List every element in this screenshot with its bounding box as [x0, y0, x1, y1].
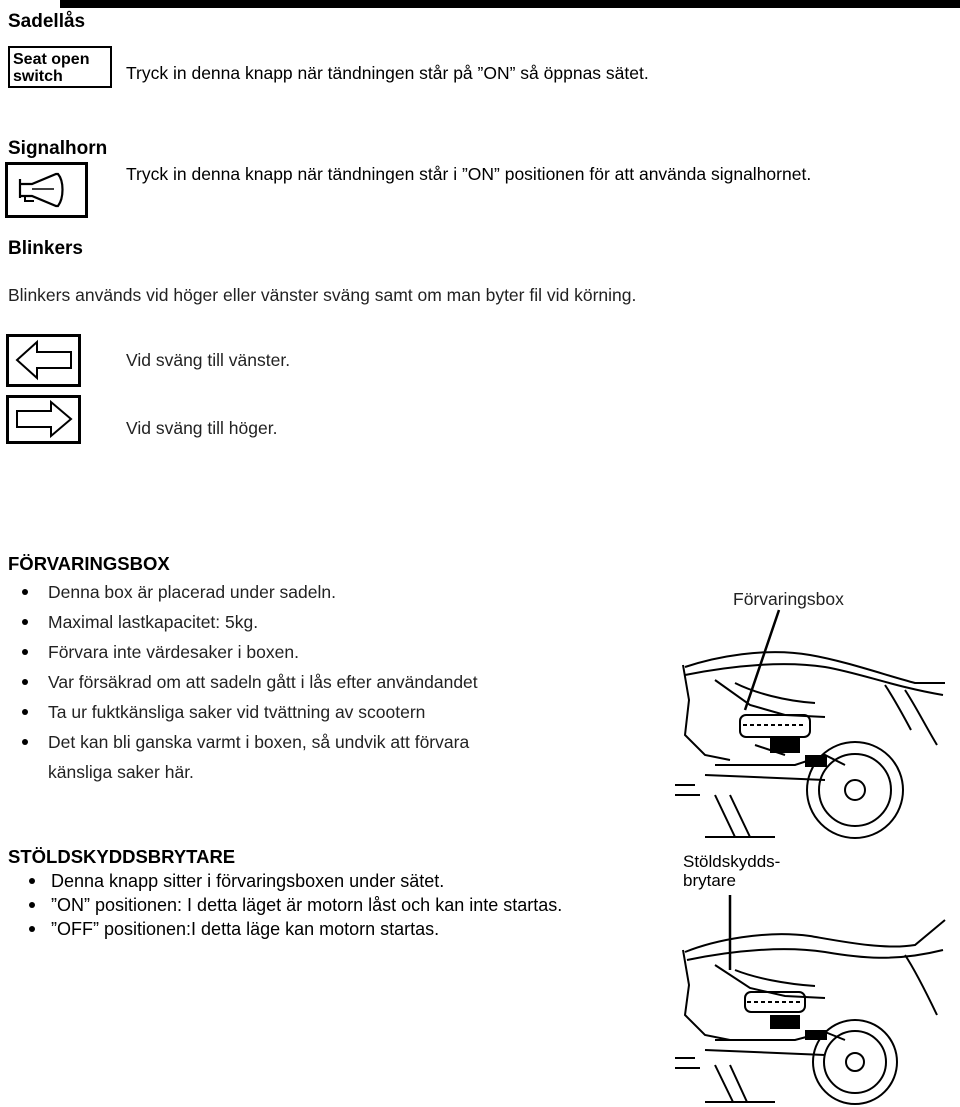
- blinker-left-button: [6, 334, 81, 387]
- storage-list: [8, 577, 478, 787]
- list-item: Förvara inte värdesaker i boxen.: [8, 637, 478, 667]
- bullet: [29, 878, 35, 884]
- bullet: [22, 649, 28, 655]
- list-item: Var försäkrad om att sadeln gått i lås efter användandet: [8, 667, 478, 697]
- list-item: Denna box är placerad under sadeln.: [8, 577, 478, 607]
- storage-heading: FÖRVARINGSBOX: [8, 553, 170, 574]
- seat-lock-description: Tryck in denna knapp när tändningen står på ”ON” så öppnas sätet.: [126, 63, 649, 83]
- pointer-line: [745, 610, 779, 710]
- seat-lock-heading: Sadellås: [8, 11, 86, 32]
- antitheft-figure-label: [683, 852, 780, 890]
- arrow-right-icon: [9, 398, 78, 441]
- top-rule: [60, 0, 960, 8]
- horn-description: Tryck in denna knapp när tändningen står i ”ON” positionen för att använda signalhornet.: [126, 164, 812, 184]
- bullet: [29, 902, 35, 908]
- bullet: [22, 679, 28, 685]
- seat-open-switch-button: [8, 46, 112, 88]
- seat-open-label-line1: Seat open: [13, 51, 90, 68]
- bullet: [22, 739, 28, 745]
- blinker-right-button: [6, 395, 81, 444]
- horn-heading: Signalhorn: [8, 138, 108, 159]
- bullet: [22, 619, 28, 625]
- arrow-left-icon: [9, 337, 78, 384]
- scooter-storage-illustration: [675, 605, 960, 845]
- antitheft-label-line2: brytare: [683, 871, 736, 890]
- list-item-continuation: känsliga saker här.: [48, 762, 194, 782]
- seat-open-label-line2: switch: [13, 68, 63, 85]
- list-item: Det kan bli ganska varmt i boxen, så undvik att förvara: [8, 727, 478, 757]
- blinkers-intro: Blinkers används vid höger eller vänster sväng samt om man byter fil vid körning.: [8, 285, 637, 305]
- list-item: ”ON” positionen: I detta läget är motorn låst och kan inte startas.: [8, 893, 562, 917]
- blinker-left-text: Vid sväng till vänster.: [126, 350, 291, 370]
- bullet: [22, 589, 28, 595]
- storage-figure-label: Förvaringsbox: [733, 589, 844, 609]
- list-item: Denna knapp sitter i förvaringsboxen under sätet.: [8, 869, 562, 893]
- antitheft-list: [8, 869, 562, 941]
- list-item: ”OFF” positionen:I detta läge kan motorn startas.: [8, 917, 562, 941]
- bullet: [29, 926, 35, 932]
- list-item: Maximal lastkapacitet: 5kg.: [8, 607, 478, 637]
- list-item: Ta ur fuktkänsliga saker vid tvättning av scootern: [8, 697, 478, 727]
- blinkers-heading: Blinkers: [8, 238, 83, 259]
- antitheft-label-line1: Stöldskydds-: [683, 852, 781, 871]
- horn-button: [5, 162, 88, 218]
- scooter-antitheft-illustration: [675, 890, 960, 1105]
- bullet: [22, 709, 28, 715]
- horn-icon: [8, 165, 85, 215]
- blinker-right-text: Vid sväng till höger.: [126, 418, 278, 438]
- antitheft-heading: STÖLDSKYDDSBRYTARE: [8, 846, 236, 867]
